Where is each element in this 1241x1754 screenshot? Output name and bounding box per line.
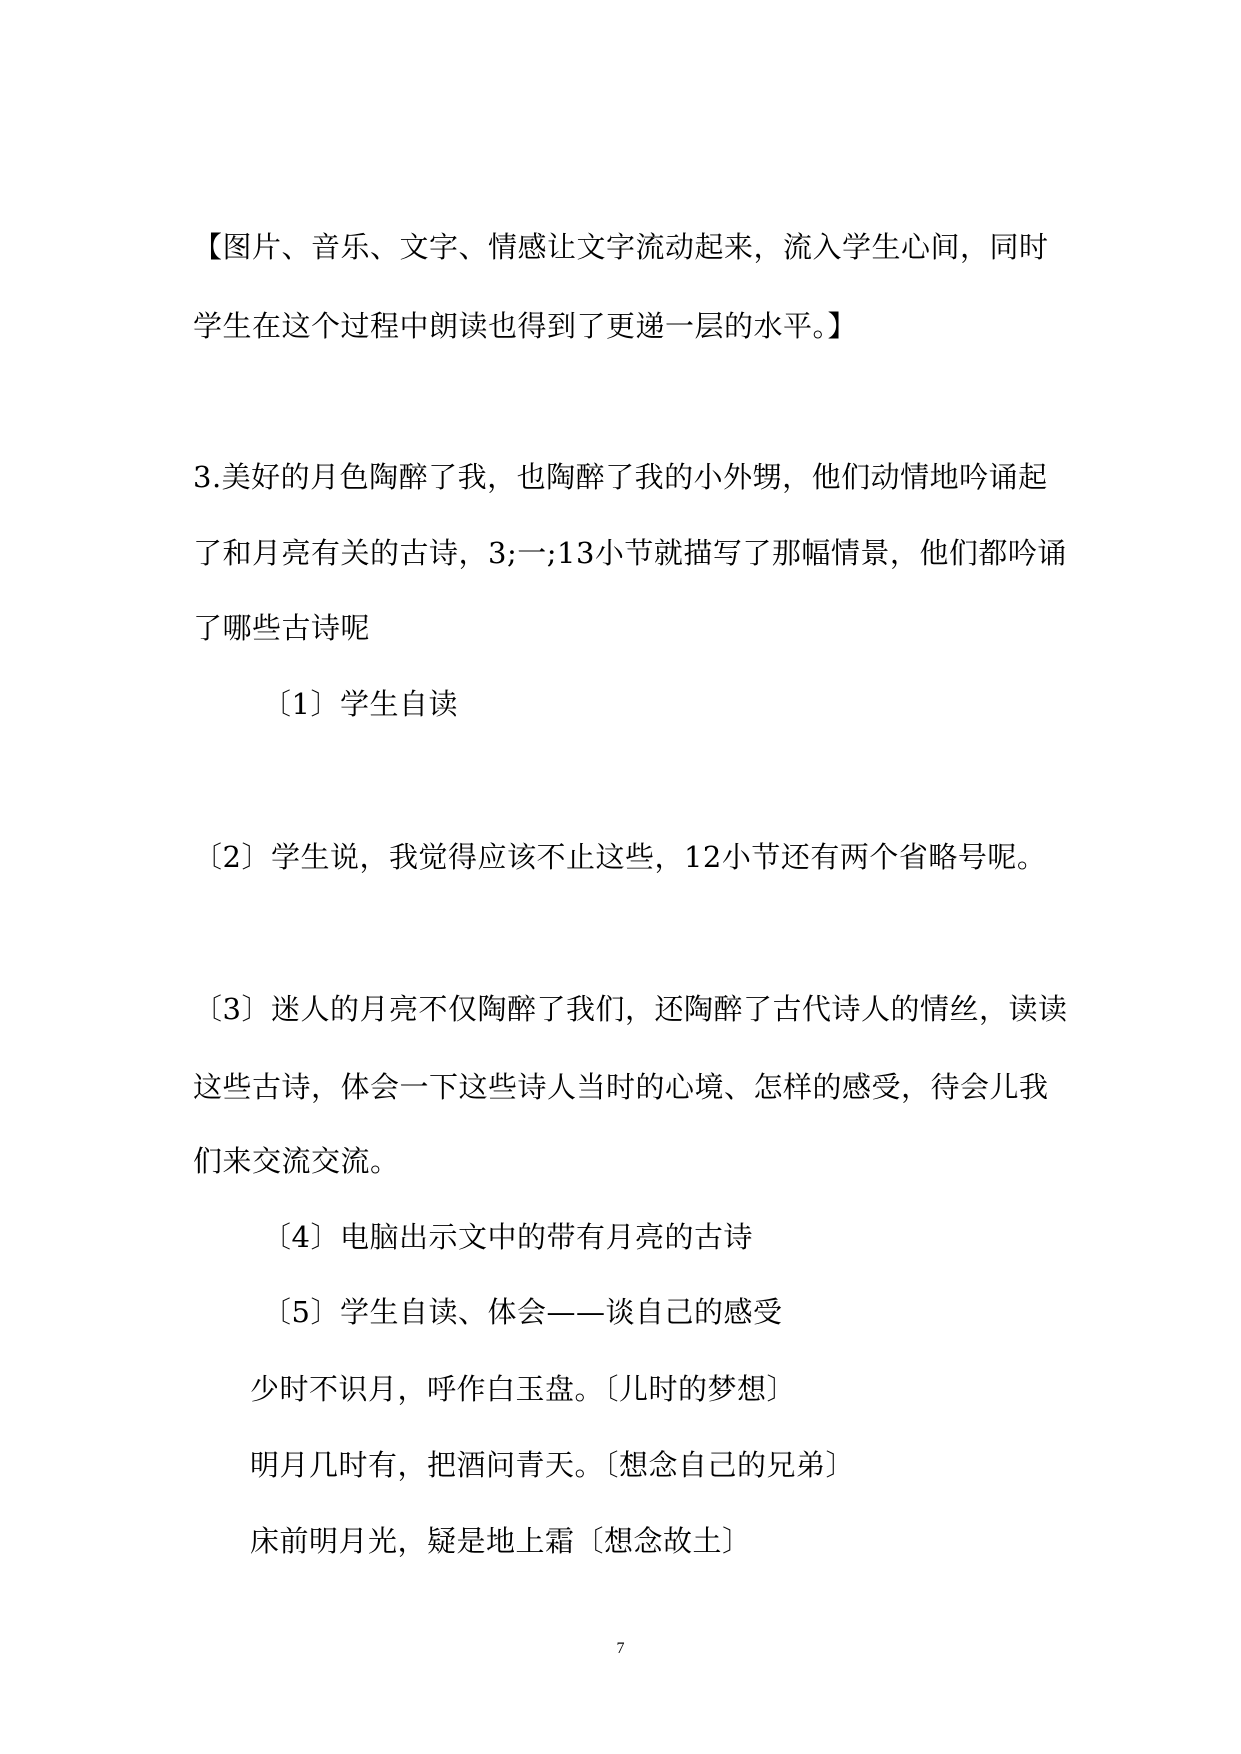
step-3-line-3: 了哪些古诗呢 [193, 611, 371, 645]
substep-3-line-2: 这些古诗，体会一下这些诗人当时的心境、怎样的感受，待会儿我 [193, 1070, 1049, 1104]
poem-line-2: 明月几时有，把酒问青天。〔想念自己的兄弟〕 [250, 1448, 856, 1482]
substep-5: 〔5〕学生自读、体会——谈自己的感受 [262, 1295, 783, 1329]
substep-3-line-3: 们来交流交流。 [193, 1144, 400, 1178]
page-number: 7 [616, 1640, 625, 1657]
substep-2: 〔2〕学生说，我觉得应该不止这些，12小节还有两个省略号呢。 [193, 840, 1047, 874]
step-3-line-1: 3.美好的月色陶醉了我，也陶醉了我的小外甥，他们动情地吟诵起 [193, 460, 1048, 494]
step-3-line-2: 了和月亮有关的古诗，3;一;13小节就描写了那幅情景，他们都吟诵 [193, 536, 1067, 570]
note-line-2: 学生在这个过程中朗读也得到了更递一层的水平。】 [193, 309, 858, 343]
substep-1: 〔1〕学生自读 [262, 687, 458, 721]
substep-3-line-1: 〔3〕迷人的月亮不仅陶醉了我们，还陶醉了古代诗人的情丝，读读 [193, 992, 1068, 1026]
substep-4: 〔4〕电脑出示文中的带有月亮的古诗 [262, 1220, 753, 1254]
note-line-1: 【图片、音乐、文字、情感让文字流动起来，流入学生心间，同时 [193, 230, 1049, 264]
poem-line-3: 床前明月光，疑是地上霜〔想念故土〕 [250, 1524, 752, 1558]
poem-line-1: 少时不识月，呼作白玉盘。〔儿时的梦想〕 [250, 1372, 797, 1406]
